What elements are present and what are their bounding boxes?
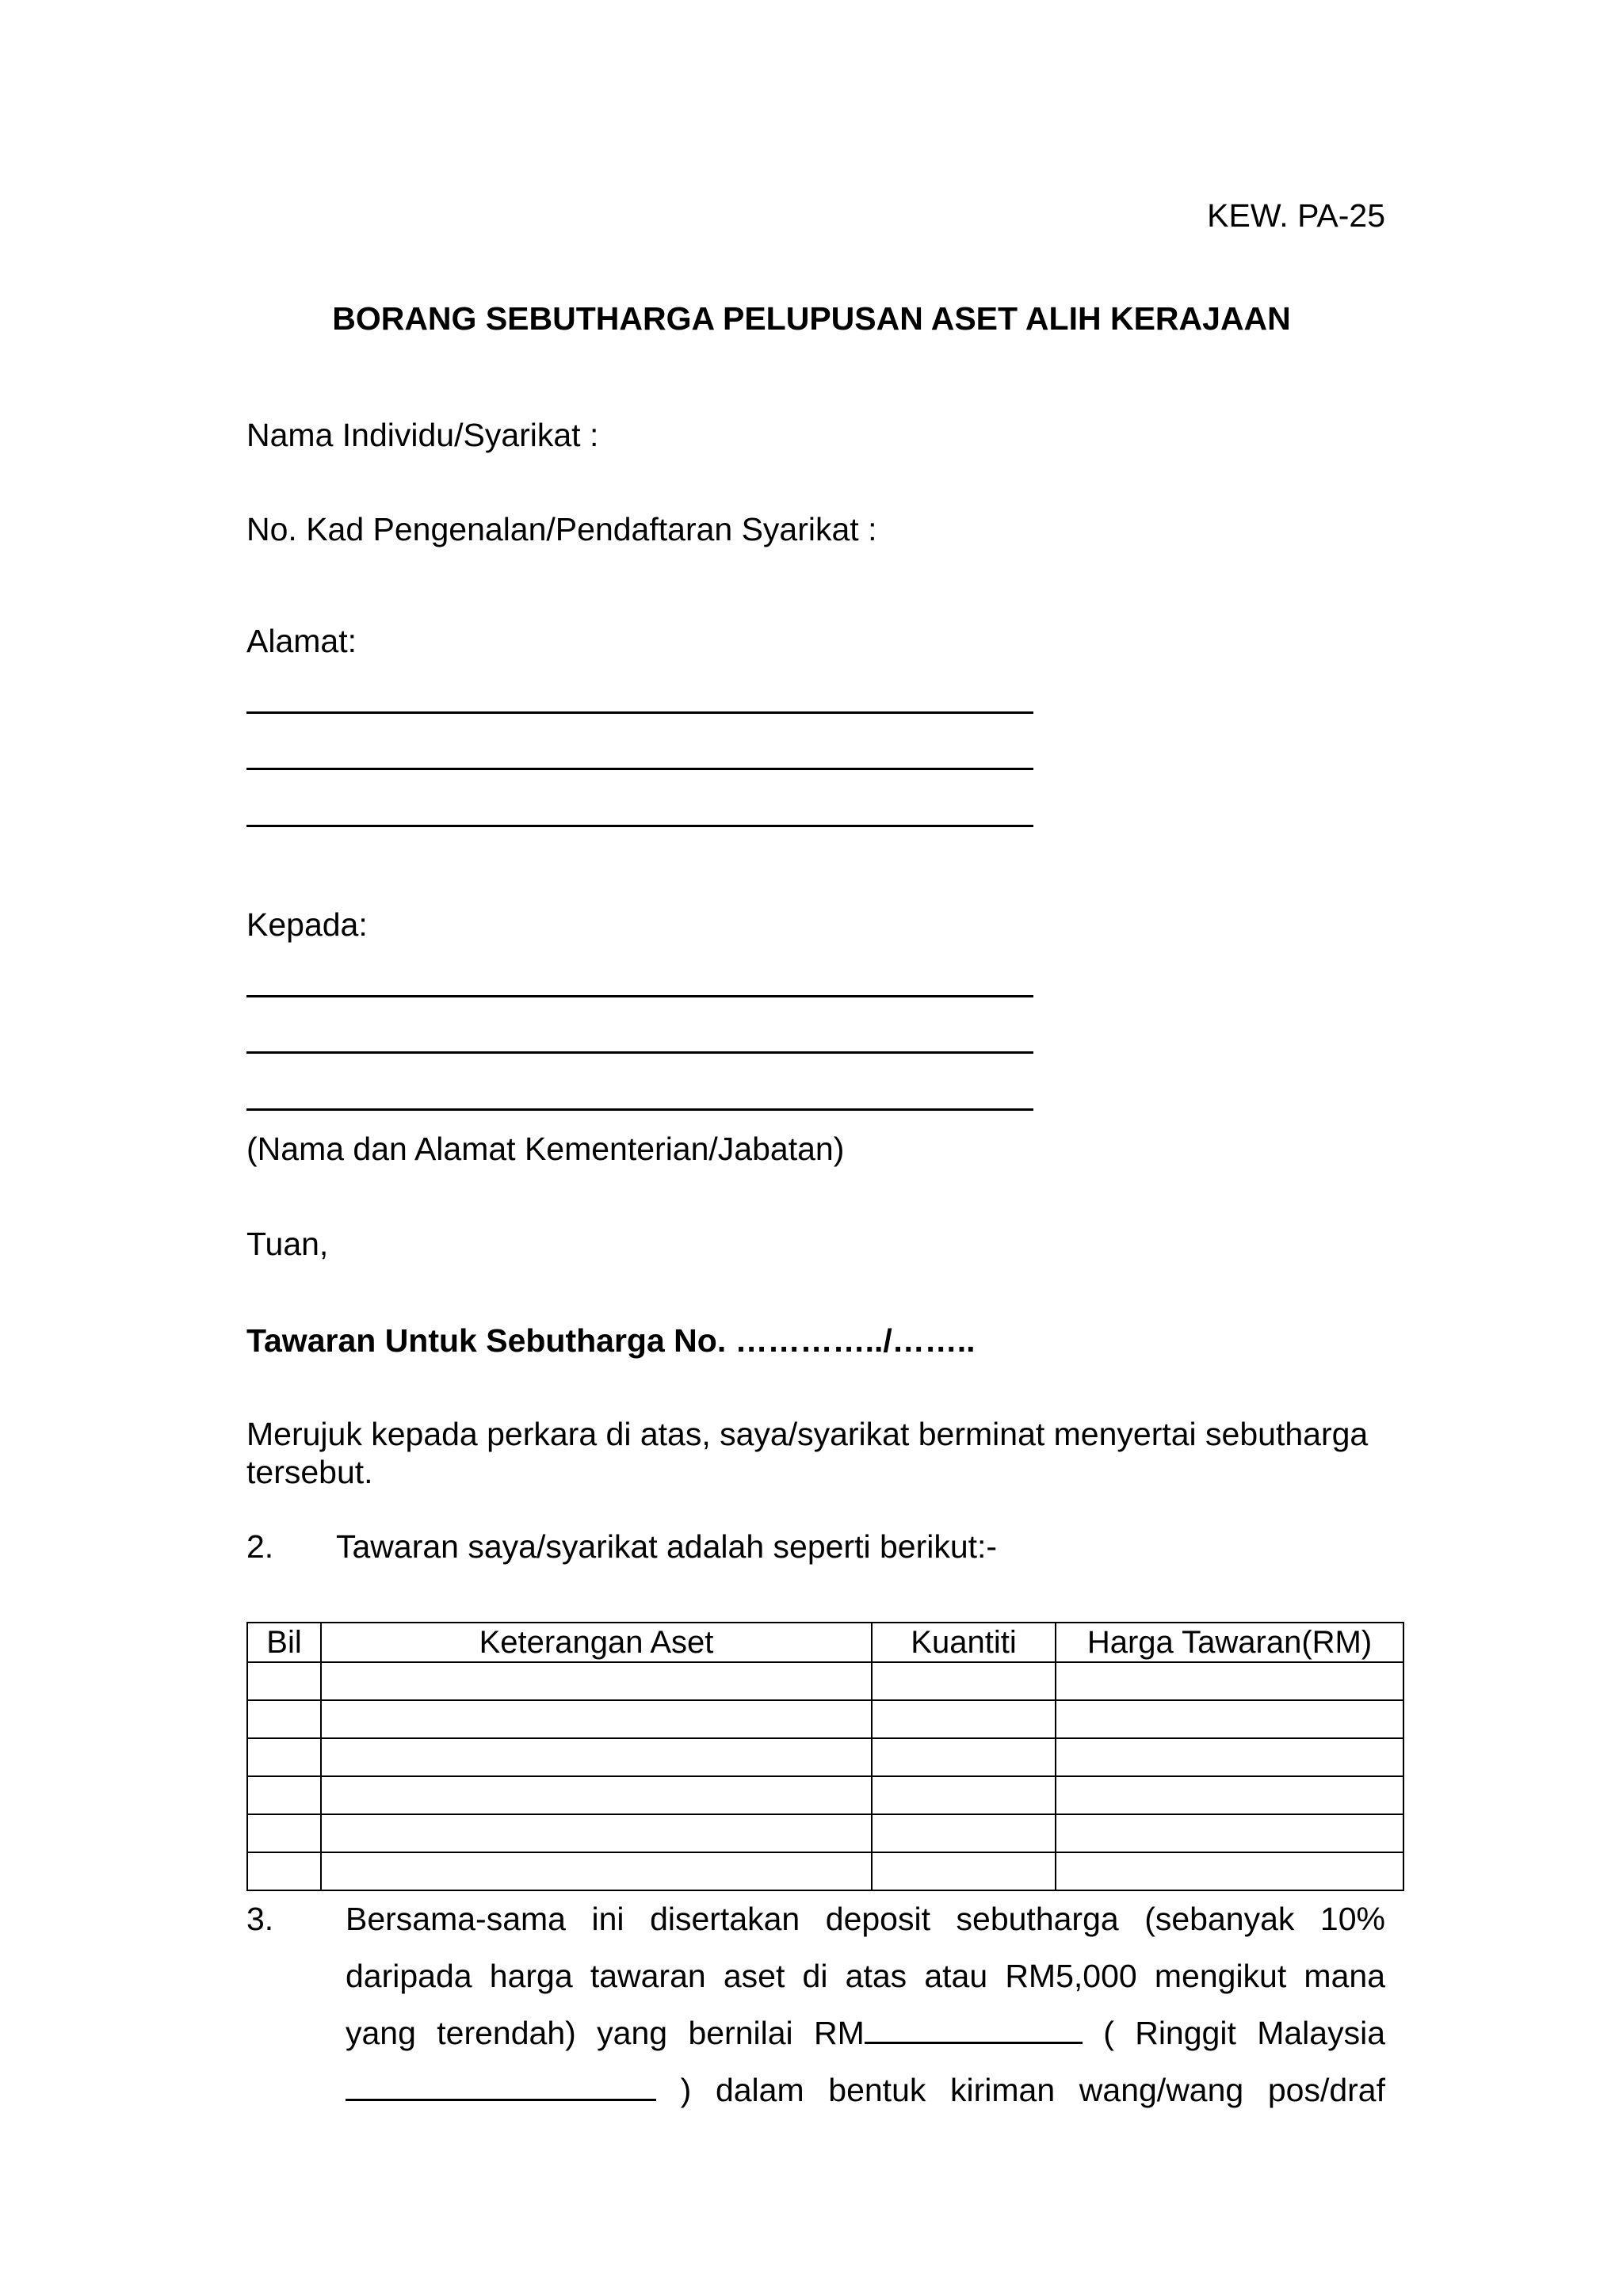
table-row [247, 1776, 1403, 1814]
paragraph-3-line-1: Bersama-sama ini disertakan deposit sebutharga (sebanyak 10% [346, 1901, 1385, 1937]
asset-offer-table [246, 1622, 1404, 1891]
recipient-caption: (Nama dan Alamat Kementerian/Jabatan) [246, 1131, 845, 1167]
table-row [247, 1738, 1403, 1776]
address-line-3[interactable] [246, 825, 1033, 827]
ic-registration-label: No. Kad Pengenalan/Pendaftaran Syarikat : [246, 511, 877, 547]
cell-offer-price[interactable] [1056, 1662, 1403, 1700]
cell-offer-price[interactable] [1056, 1700, 1403, 1738]
cell-description[interactable] [321, 1776, 872, 1814]
cell-description[interactable] [321, 1700, 872, 1738]
paragraph-3-number: 3. [246, 1901, 274, 1937]
recipient-label: Kepada: [246, 906, 368, 943]
form-code: KEW. PA-25 [1207, 197, 1385, 234]
paragraph-3-line-2: daripada harga tawaran aset di atas atau RM5,000 mengikut mana [346, 1958, 1385, 1994]
table-row [247, 1852, 1403, 1890]
document-title: BORANG SEBUTHARGA PELUPUSAN ASET ALIH KERAJAAN [332, 300, 1291, 337]
recipient-line-3[interactable] [246, 1108, 1033, 1111]
cell-description[interactable] [321, 1738, 872, 1776]
salutation: Tuan, [246, 1226, 329, 1262]
paragraph-3-line-3 [346, 2014, 1385, 2053]
table-row [247, 1662, 1403, 1700]
table-body [247, 1662, 1403, 1890]
intro-paragraph: Merujuk kepada perkara di atas, saya/syarikat berminat menyertai sebutharga tersebut. [246, 1416, 1369, 1490]
cell-bil[interactable] [247, 1662, 321, 1700]
cell-quantity[interactable] [872, 1776, 1056, 1814]
recipient-line-1[interactable] [246, 995, 1033, 997]
paragraph-2-number: 2. [246, 1528, 274, 1565]
cell-quantity[interactable] [872, 1662, 1056, 1700]
paragraph-2-text: Tawaran saya/syarikat adalah seperti berikut:- [336, 1528, 998, 1565]
paragraph-3-line-3-text-b: ( Ringgit Malaysia [1103, 2015, 1385, 2051]
column-header-offer-price: Harga Tawaran(RM) [1056, 1623, 1403, 1662]
paragraph-3-line-3-text-a: yang terendah) yang bernilai RM [346, 2015, 865, 2051]
amount-in-words-blank[interactable] [346, 2072, 656, 2101]
cell-description[interactable] [321, 1852, 872, 1890]
deposit-amount-blank[interactable] [865, 2015, 1083, 2044]
cell-quantity[interactable] [872, 1852, 1056, 1890]
column-header-quantity: Kuantiti [872, 1623, 1056, 1662]
column-header-description: Keterangan Aset [321, 1623, 872, 1662]
name-label: Nama Individu/Syarikat : [246, 417, 599, 453]
table-header-row [247, 1623, 1403, 1662]
table-row [247, 1700, 1403, 1738]
cell-description[interactable] [321, 1814, 872, 1852]
cell-bil[interactable] [247, 1738, 321, 1776]
column-header-bil: Bil [247, 1623, 321, 1662]
cell-offer-price[interactable] [1056, 1738, 1403, 1776]
cell-bil[interactable] [247, 1814, 321, 1852]
paragraph-3-line-4 [346, 2071, 1385, 2110]
cell-quantity[interactable] [872, 1814, 1056, 1852]
cell-bil[interactable] [247, 1700, 321, 1738]
cell-description[interactable] [321, 1662, 872, 1700]
address-line-2[interactable] [246, 768, 1033, 770]
table-row [247, 1814, 1403, 1852]
cell-bil[interactable] [247, 1852, 321, 1890]
quotation-subject: Tawaran Untuk Sebutharga No. …………../…….. [246, 1322, 976, 1359]
address-label: Alamat: [246, 623, 357, 659]
cell-bil[interactable] [247, 1776, 321, 1814]
address-line-1[interactable] [246, 711, 1033, 714]
recipient-line-2[interactable] [246, 1051, 1033, 1054]
cell-offer-price[interactable] [1056, 1852, 1403, 1890]
cell-offer-price[interactable] [1056, 1814, 1403, 1852]
cell-quantity[interactable] [872, 1700, 1056, 1738]
paragraph-3-line-4-text: ) dalam bentuk kiriman wang/wang pos/draf [680, 2072, 1385, 2108]
cell-quantity[interactable] [872, 1738, 1056, 1776]
cell-offer-price[interactable] [1056, 1776, 1403, 1814]
